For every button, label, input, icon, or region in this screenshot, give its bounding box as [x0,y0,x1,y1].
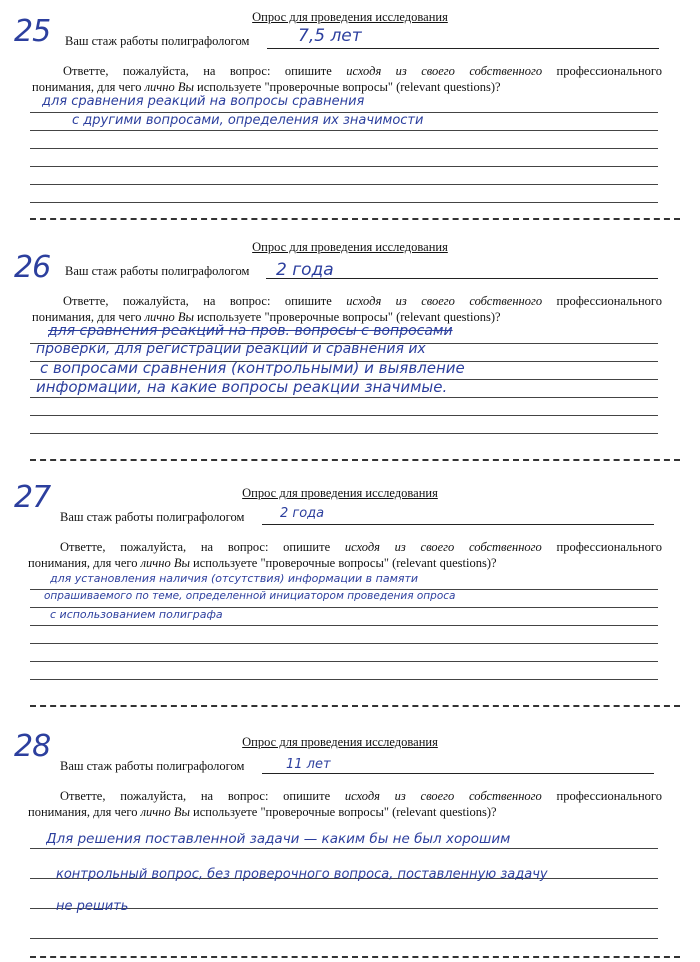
question-line-1: Ответте, пожалуйста, на вопрос: опишите исходя из своего собственного профессионального [60,789,662,803]
question-line-2: понимания, для чего лично Вы используете "проверочные вопросы" (relevant questions)? [32,310,501,324]
experience-line [267,48,659,49]
experience-value: 2 года [276,260,334,280]
experience-value: 11 лет [286,757,331,772]
survey-form-26 [0,230,700,458]
experience-line [262,524,654,525]
experience-label: Ваш стаж работы полиграфологом [65,264,250,278]
form-title: Опрос для проведения исследования [252,10,448,24]
handwritten-answer-line: для сравнения реакций на вопросы сравнения [42,94,365,109]
question-line-2: понимания, для чего лично Вы используете "проверочные вопросы" (relevant questions)? [28,805,497,819]
question-line-1: Ответте, пожалуйста, на вопрос: опишите исходя из своего собственного профессионального [63,64,662,78]
cut-line [30,705,680,707]
answer-rule [30,848,658,849]
form-title: Опрос для проведения исследования [242,735,438,749]
form-number: 25 [14,14,51,49]
form-title: Опрос для проведения исследования [242,486,438,500]
handwritten-answer-line: опрашиваемого по теме, определенной инициатором проведения опроса [44,590,456,602]
answer-rule [30,202,658,203]
handwritten-answer-line: с использованием полиграфа [50,608,223,621]
form-number: 28 [14,729,51,764]
survey-form-28 [0,725,700,962]
experience-value: 7,5 лет [298,26,362,46]
handwritten-answer-line: для сравнения реакций на пров. вопросы с вопросами [48,323,453,339]
answer-rule [30,625,658,626]
question-line-2: понимания, для чего лично Вы используете "проверочные вопросы" (relevant questions)? [32,80,501,94]
cut-line [30,459,680,461]
answer-rule [30,661,658,662]
handwritten-answer-line: Для решения поставленной задачи — каким бы не был хорошим [46,831,511,847]
answer-rule [30,166,658,167]
experience-label: Ваш стаж работы полиграфологом [65,34,250,48]
handwritten-answer-line: для установления наличия (отсутствия) информации в памяти [50,572,419,585]
form-title: Опрос для проведения исследования [252,240,448,254]
question-line-1: Ответте, пожалуйста, на вопрос: опишите исходя из своего собственного профессионального [60,540,662,554]
experience-line [262,773,654,774]
experience-label: Ваш стаж работы полиграфологом [60,759,245,773]
handwritten-answer-line: с вопросами сравнения (контрольными) и выявление [40,359,465,377]
handwritten-answer-line: проверки, для регистрации реакций и сравнения их [36,341,426,357]
answer-rule [30,397,658,398]
form-number: 26 [14,250,51,285]
form-number: 27 [14,480,51,515]
question-line-2: понимания, для чего лично Вы используете "проверочные вопросы" (relevant questions)? [28,556,497,570]
handwritten-answer-line: информации, на какие вопросы реакции значимые. [36,378,448,396]
experience-label: Ваш стаж работы полиграфологом [60,510,245,524]
survey-form-27 [0,476,700,702]
answer-rule [30,130,658,131]
cut-line [30,218,680,220]
handwritten-answer-line: с другими вопросами, определения их значимости [72,113,424,128]
answer-rule [30,148,658,149]
handwritten-answer-line: не решить [56,899,129,914]
survey-form-25 [0,0,700,228]
cut-line [30,956,680,958]
experience-value: 2 года [280,506,325,521]
answer-rule [30,415,658,416]
answer-rule [30,679,658,680]
answer-rule [30,433,658,434]
handwritten-answer-line: контрольный вопрос, без проверочного вопроса, поставленную задачу [56,867,548,882]
question-line-1: Ответте, пожалуйста, на вопрос: опишите исходя из своего собственного профессионального [63,294,662,308]
answer-rule [30,184,658,185]
answer-rule [30,643,658,644]
answer-rule [30,938,658,939]
